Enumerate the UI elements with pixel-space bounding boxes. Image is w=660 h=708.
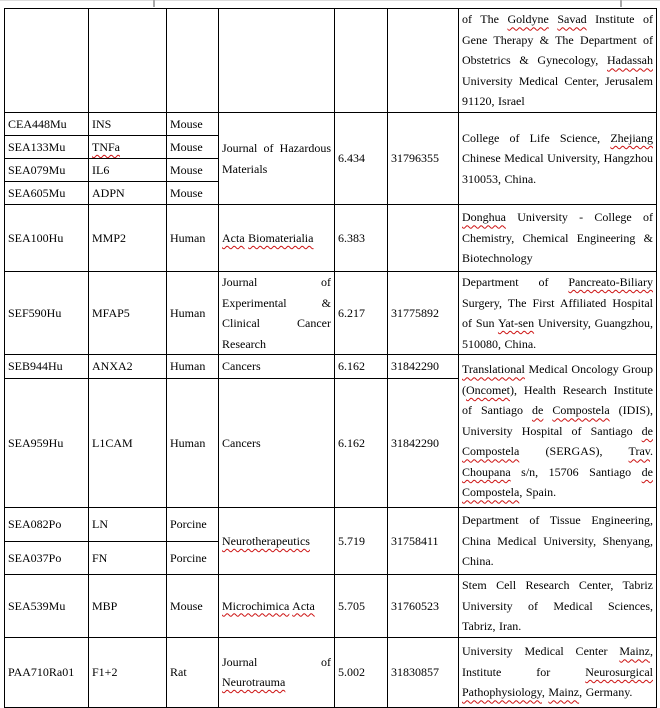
institution-cell: Stem Cell Research Center, Tabriz University of Medical Sciences, Tabriz, Iran. — [459, 575, 657, 638]
catalog-cell: SEA079Mu — [5, 159, 89, 182]
journal-cell: Journal of Hazardous Materials — [219, 113, 335, 205]
misspelled-word: de — [641, 464, 653, 479]
pmid-cell: 31830857 — [388, 637, 459, 707]
institution-cell: Translational Medical Oncology Group (Oncomet), Health Research Institute of Santiago de Compostela (IDIS), University Hospital of Santiago de Compostela (SERGAS), Trav. Choupana s/n, 15706 Santiago de Compostela, Spain. — [459, 355, 657, 508]
misspelled-word: Mainz — [619, 644, 650, 659]
catalog-cell: SEA100Hu — [5, 205, 89, 272]
table-row — [5, 113, 657, 136]
misspelled-word: Translational — [462, 362, 525, 377]
misspelled-word: Acta — [222, 230, 245, 245]
misspelled-word: Donghua — [462, 210, 506, 225]
page-edge-line — [0, 0, 660, 1]
institution-cell: Department of Tissue Engineering, China Medical University, Shenyang, China. — [459, 508, 657, 575]
misspelled-word: Acta — [292, 598, 315, 613]
target-cell — [89, 136, 167, 159]
impact-factor-cell: 5.719 — [335, 508, 388, 575]
table-row — [5, 272, 657, 355]
misspelled-word: Goldyne — [507, 12, 549, 27]
journal-cell: Cancers — [219, 355, 335, 379]
institution-cell: College of Life Science, Zhejiang Chinese Medical University, Hangzhou 310053, China. — [459, 113, 657, 205]
pmid-cell: 31775892 — [388, 272, 459, 355]
ruler-tick — [620, 0, 622, 7]
impact-factor-cell: 6.217 — [335, 272, 388, 355]
table-row — [5, 575, 657, 638]
impact-factor-cell: 6.162 — [335, 379, 388, 508]
catalog-cell: SEA959Hu — [5, 379, 89, 508]
impact-factor-cell: 5.705 — [335, 575, 388, 638]
institution-cell: of The Goldyne Savad Institute of Gene Therapy & The Department of Obstetrics & Gynecology, Hadassah University Medical Center, Jerusalem 91120, Israel — [459, 9, 657, 113]
species-cell: Human — [167, 355, 219, 379]
catalog-cell: SEA082Po — [5, 508, 89, 542]
species-cell: Mouse — [167, 575, 219, 638]
journal-cell — [219, 9, 335, 113]
misspelled-word: Oncomet — [466, 382, 510, 397]
misspelled-word: Pancreato-Biliary — [568, 275, 653, 289]
species-cell: Human — [167, 205, 219, 272]
catalog-cell — [5, 9, 89, 113]
journal-cell: Journal of Experimental & Clinical Cancer Research — [219, 272, 335, 355]
impact-factor-cell: 6.162 — [335, 355, 388, 379]
journal-cell: Cancers — [219, 379, 335, 508]
pmid-cell: 31758411 — [388, 508, 459, 575]
impact-factor-cell: 6.383 — [335, 205, 388, 272]
publications-table — [4, 8, 657, 708]
misspelled-word: Yat-sen — [497, 316, 535, 330]
target-cell: MFAP5 — [89, 272, 167, 355]
species-cell — [167, 9, 219, 113]
impact-factor-cell: 5.002 — [335, 637, 388, 707]
impact-factor-cell: 6.434 — [335, 113, 388, 205]
misspelled-word: Compostela — [462, 444, 520, 459]
species-cell: Mouse — [167, 182, 219, 205]
species-cell: Mouse — [167, 113, 219, 136]
table-row — [5, 205, 657, 272]
target-cell: INS — [89, 113, 167, 136]
misspelled-word: Choupana — [462, 464, 511, 479]
institution-cell: University Medical Center Mainz, Institute for Neurosurgical Pathophysiology, Mainz, Germany. — [459, 637, 657, 707]
misspelled-word: Mainz — [548, 685, 580, 700]
catalog-cell: SEA037Po — [5, 542, 89, 575]
misspelled-word: Neurotherapeutics — [222, 533, 310, 548]
species-cell: Human — [167, 272, 219, 355]
table-row — [5, 637, 657, 707]
misspelled-word: Hadassah — [607, 53, 653, 68]
target-cell: ADPN — [89, 182, 167, 205]
pmid-cell: 31842290 — [388, 379, 459, 508]
misspelled-word: Pathophysiology — [462, 685, 542, 700]
pmid-cell: 31842290 — [388, 355, 459, 379]
misspelled-word: de — [641, 423, 653, 438]
misspelled-word: de — [532, 403, 544, 418]
catalog-cell: SEA539Mu — [5, 575, 89, 638]
misspelled-word: Savad — [557, 12, 587, 27]
pmid-cell: 31796355 — [388, 113, 459, 205]
misspelled-word: Zhejiang — [610, 130, 653, 145]
target-cell: MBP — [89, 575, 167, 638]
misspelled-word: Compostela — [462, 485, 520, 500]
species-cell: Porcine — [167, 508, 219, 542]
journal-cell — [219, 508, 335, 575]
catalog-cell: SEA133Mu — [5, 136, 89, 159]
species-cell: Mouse — [167, 159, 219, 182]
species-cell: Human — [167, 379, 219, 508]
target-cell: L1CAM — [89, 379, 167, 508]
target-cell: ANXA2 — [89, 355, 167, 379]
table-row — [5, 355, 657, 379]
pmid-cell: 31760523 — [388, 575, 459, 638]
target-cell: F1+2 — [89, 637, 167, 707]
pmid-cell — [388, 9, 459, 113]
institution-cell: Department of Pancreato-Biliary Surgery, The First Affiliated Hospital of Sun Yat-sen University, Guangzhou, 510080, China. — [459, 272, 657, 355]
target-cell: LN — [89, 508, 167, 542]
impact-factor-cell — [335, 9, 388, 113]
misspelled-word: Neurosurgical — [585, 664, 653, 679]
table-row — [5, 9, 657, 113]
catalog-cell: SEF590Hu — [5, 272, 89, 355]
target-cell: MMP2 — [89, 205, 167, 272]
misspelled-word: TNFa — [92, 139, 120, 154]
journal-cell: Journal of Neurotrauma — [219, 637, 335, 707]
journal-cell — [219, 575, 335, 638]
journal-cell — [219, 205, 335, 272]
catalog-cell: PAA710Ra01 — [5, 637, 89, 707]
catalog-cell: SEB944Hu — [5, 355, 89, 379]
target-cell — [89, 9, 167, 113]
misspelled-word: Neurotrauma — [222, 675, 286, 689]
species-cell: Rat — [167, 637, 219, 707]
catalog-cell: SEA605Mu — [5, 182, 89, 205]
misspelled-word: Biomaterialia — [248, 230, 314, 245]
species-cell: Porcine — [167, 542, 219, 575]
catalog-cell: CEA448Mu — [5, 113, 89, 136]
ruler-tick — [153, 0, 155, 7]
target-cell: FN — [89, 542, 167, 575]
table-row — [5, 508, 657, 542]
institution-cell: Donghua University - College of Chemistry, Chemical Engineering & Biotechnology — [459, 205, 657, 272]
target-cell: IL6 — [89, 159, 167, 182]
species-cell: Mouse — [167, 136, 219, 159]
misspelled-word: Trav — [628, 444, 650, 459]
misspelled-word: Microchimica — [222, 598, 290, 613]
misspelled-word: Compostela — [552, 403, 610, 418]
pmid-cell — [388, 205, 459, 272]
